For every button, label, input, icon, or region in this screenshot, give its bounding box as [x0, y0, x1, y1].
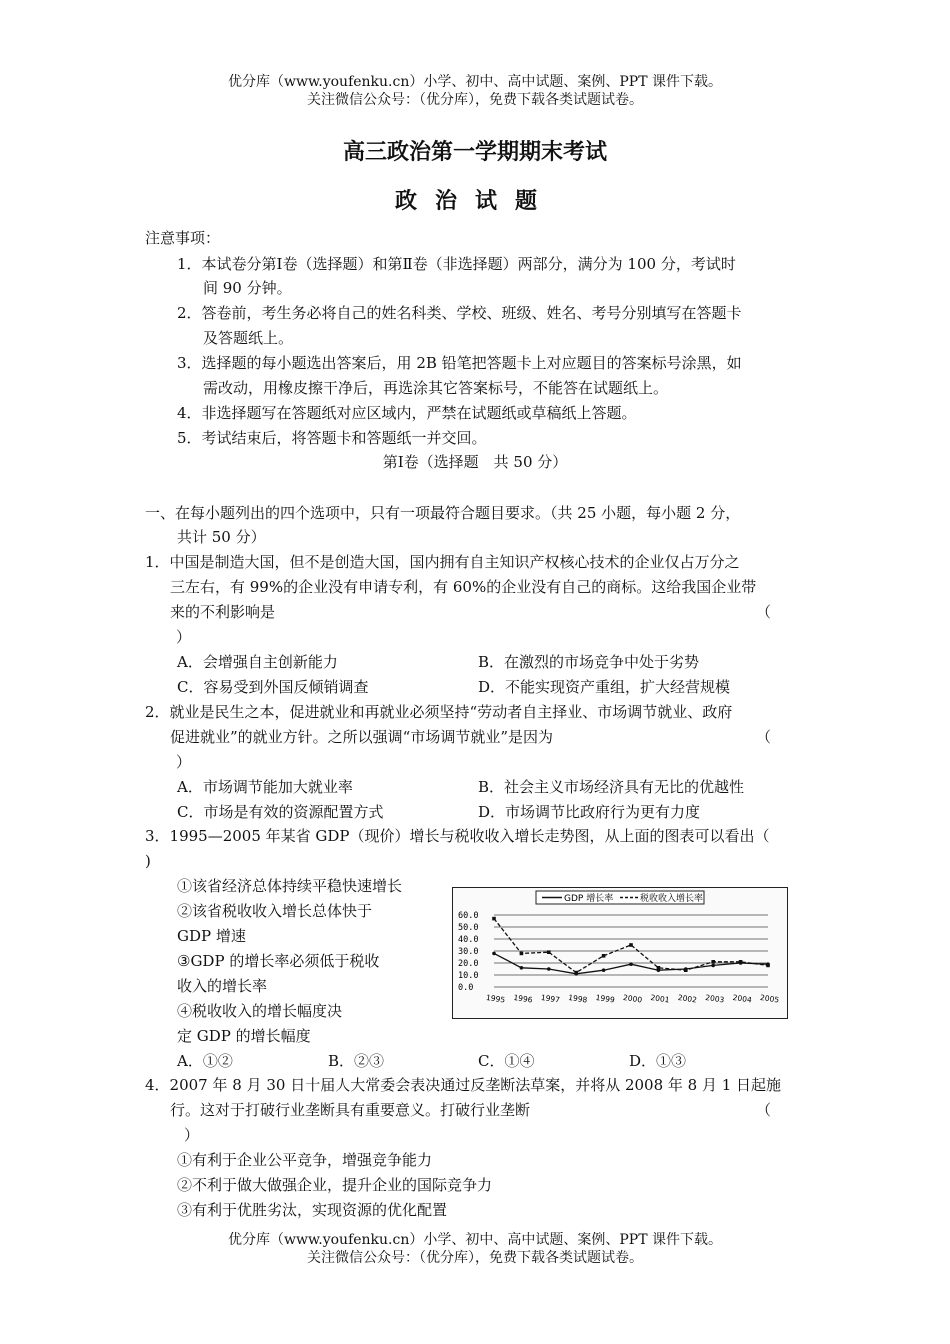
q3-option-b: B．②③: [328, 1052, 385, 1070]
note-3-cont: 需改动，用橡皮擦干净后，再选涂其它答案标号，不能答在试题纸上。: [203, 379, 669, 397]
note-3: 3．选择题的每小题选出答案后，用 2B 铅笔把答题卡上对应题目的答案标号涂黑，如: [177, 354, 742, 372]
note-1-cont: 间 90 分钟。: [203, 279, 292, 297]
x-tick-label: 1997: [540, 992, 561, 1005]
q4-answer-paren-close: ）: [184, 1126, 200, 1144]
note-1: 1．本试卷分第Ⅰ卷（选择题）和第Ⅱ卷（非选择题）两部分，满分为 100 分，考试时: [177, 255, 736, 273]
x-tick-label: 1999: [595, 992, 616, 1005]
q1-answer-paren-open: （: [756, 603, 772, 621]
y-tick-label: 20.0: [458, 959, 479, 969]
x-tick-label: 1995: [485, 992, 506, 1005]
q1-option-d: D．不能实现资产重组，扩大经营规模: [478, 678, 731, 696]
tax-point: [492, 917, 496, 921]
footer-line-2: 关注微信公众号：（优分库），免费下载各类试题试卷。: [307, 1250, 643, 1266]
q3-statement-1: ①该省经济总体持续平稳快速增长: [177, 877, 403, 895]
gdp-point: [547, 967, 551, 971]
note-2-cont: 及答题纸上。: [203, 329, 294, 347]
header-line-2: 关注微信公众号：（优分库），免费下载各类试题试卷。: [307, 92, 643, 108]
q3-statement-4: ④税收收入的增长幅度决: [177, 1002, 343, 1020]
gdp-point: [520, 966, 524, 970]
gdp-point: [602, 968, 606, 972]
y-tick-label: 60.0: [458, 911, 479, 921]
x-tick-label: 2005: [759, 992, 780, 1005]
q3-option-c: C．①④: [478, 1052, 535, 1070]
tax-point: [711, 960, 715, 964]
tax-point: [574, 971, 578, 975]
q2-stem: 2．就业是民生之本，促进就业和再就业必须坚持“劳动者自主择业、市场调节就业、政府: [145, 703, 733, 721]
tax-point: [547, 950, 551, 954]
q3-stem-end: ): [145, 852, 151, 870]
tax-point: [684, 968, 688, 972]
note-2: 2．答卷前，考生务必将自己的姓名科类、学校、班级、姓名、考号分别填写在答题卡: [177, 304, 742, 322]
gdp-tax-growth-chart: [452, 887, 788, 1019]
q4-statement-3: ③有利于优胜劣汰，实现资源的优化配置: [177, 1201, 448, 1219]
tax-point: [602, 954, 606, 958]
tax-point: [629, 943, 633, 947]
y-tick-label: 0.0: [458, 983, 474, 993]
q2-answer-paren-open: （: [756, 728, 772, 746]
q4-stem: 4．2007 年 8 月 30 日十届人大常委会表决通过反垄断法草案，并将从 2008 年 8 月 1 日起施: [145, 1076, 782, 1094]
legend-gdp-label: GDP 增长率: [564, 894, 614, 904]
q3-statement-4-cont: 定 GDP 的增长幅度: [177, 1027, 311, 1045]
q3-option-d: D．①③: [629, 1052, 687, 1070]
q3-option-a: A．①②: [177, 1052, 233, 1070]
note-4: 4．非选择题写在答题纸对应区域内，严禁在试题纸或草稿纸上答题。: [177, 404, 637, 422]
q1-stem-cont: 三左右，有 99%的企业没有申请专利，有 60%的企业没有自己的商标。这给我国企业带: [170, 578, 757, 596]
gdp-point: [492, 952, 496, 956]
part-1-instructions-cont: 共计 50 分）: [177, 528, 266, 546]
y-tick-label: 30.0: [458, 947, 479, 957]
q3-statement-2: ②该省税收收入增长总体快于: [177, 902, 373, 920]
q2-answer-paren-close: ）: [176, 753, 192, 771]
gdp-point: [629, 962, 633, 966]
x-tick-label: 2003: [704, 992, 725, 1005]
x-tick-label: 1998: [567, 992, 588, 1005]
tax-point: [766, 964, 770, 968]
notes-heading: 注意事项：: [145, 229, 221, 247]
y-tick-label: 40.0: [458, 935, 479, 945]
x-tick-label: 1996: [512, 992, 534, 1005]
q3-statement-3-cont: 收入的增长率: [177, 977, 268, 995]
q4-statement-2: ②不利于做大做强企业，提升企业的国际竞争力: [177, 1176, 493, 1194]
q1-answer-paren-close: ）: [176, 628, 192, 646]
x-tick-label: 2001: [649, 992, 671, 1005]
exam-title: 高三政治第一学期期末考试: [342, 139, 607, 165]
q3-statement-2-cont: GDP 增速: [177, 927, 246, 945]
q2-option-a: A．市场调节能加大就业率: [177, 778, 353, 796]
q1-stem: 1．中国是制造大国，但不是创造大国，国内拥有自主知识产权核心技术的企业仅占万分之: [145, 553, 740, 571]
q3-statement-3: ③GDP 的增长率必须低于税收: [177, 952, 380, 970]
q2-option-c: C．市场是有效的资源配置方式: [177, 803, 384, 821]
y-tick-label: 10.0: [458, 971, 479, 981]
footer-line-1: 优分库（www.youfenku.cn）小学、初中、高中试题、案例、PPT 课件下载。: [227, 1232, 722, 1248]
section-1-heading: 第Ⅰ卷（选择题 共 50 分）: [382, 453, 568, 471]
q1-option-c: C．容易受到外国反倾销调查: [177, 678, 369, 696]
q1-option-a: A．会增强自主创新能力: [177, 653, 338, 671]
y-tick-label: 50.0: [458, 923, 479, 933]
x-tick-label: 2000: [622, 992, 643, 1005]
header-line-1: 优分库（www.youfenku.cn）小学、初中、高中试题、案例、PPT 课件下载。: [227, 74, 722, 90]
q2-stem-cont: 促进就业”的就业方针。之所以强调“市场调节就业”是因为: [170, 728, 554, 746]
tax-point: [520, 952, 524, 956]
x-tick-label: 2004: [732, 992, 753, 1005]
tax-point: [657, 966, 661, 970]
part-1-instructions: 一、在每小题列出的四个选项中，只有一项最符合题目要求。（共 25 小题，每小题 2 分，: [145, 504, 741, 522]
x-tick-label: 2002: [677, 992, 698, 1005]
q4-stem-cont: 行。这对于打破行业垄断具有重要意义。打破行业垄断: [170, 1101, 531, 1119]
q2-option-d: D．市场调节比政府行为更有力度: [478, 803, 701, 821]
note-5: 5．考试结束后，将答题卡和答题纸一并交回。: [177, 429, 487, 447]
gdp-point: [711, 964, 715, 968]
q1-option-b: B．在激烈的市场竞争中处于劣势: [478, 653, 700, 671]
q2-option-b: B．社会主义市场经济具有无比的优越性: [478, 778, 745, 796]
legend-tax-label: 税收收入增长率: [640, 894, 704, 904]
exam-subtitle: 政治试题: [394, 188, 555, 214]
tax-point: [739, 960, 743, 964]
q4-statement-1: ①有利于企业公平竞争，增强竞争能力: [177, 1151, 433, 1169]
q4-answer-paren-open: （: [756, 1101, 772, 1119]
q3-stem: 3．1995—2005 年某省 GDP（现价）增长与税收收入增长走势图，从上面的图表可以看出（: [145, 827, 770, 845]
q1-stem-end: 来的不利影响是: [170, 603, 276, 621]
